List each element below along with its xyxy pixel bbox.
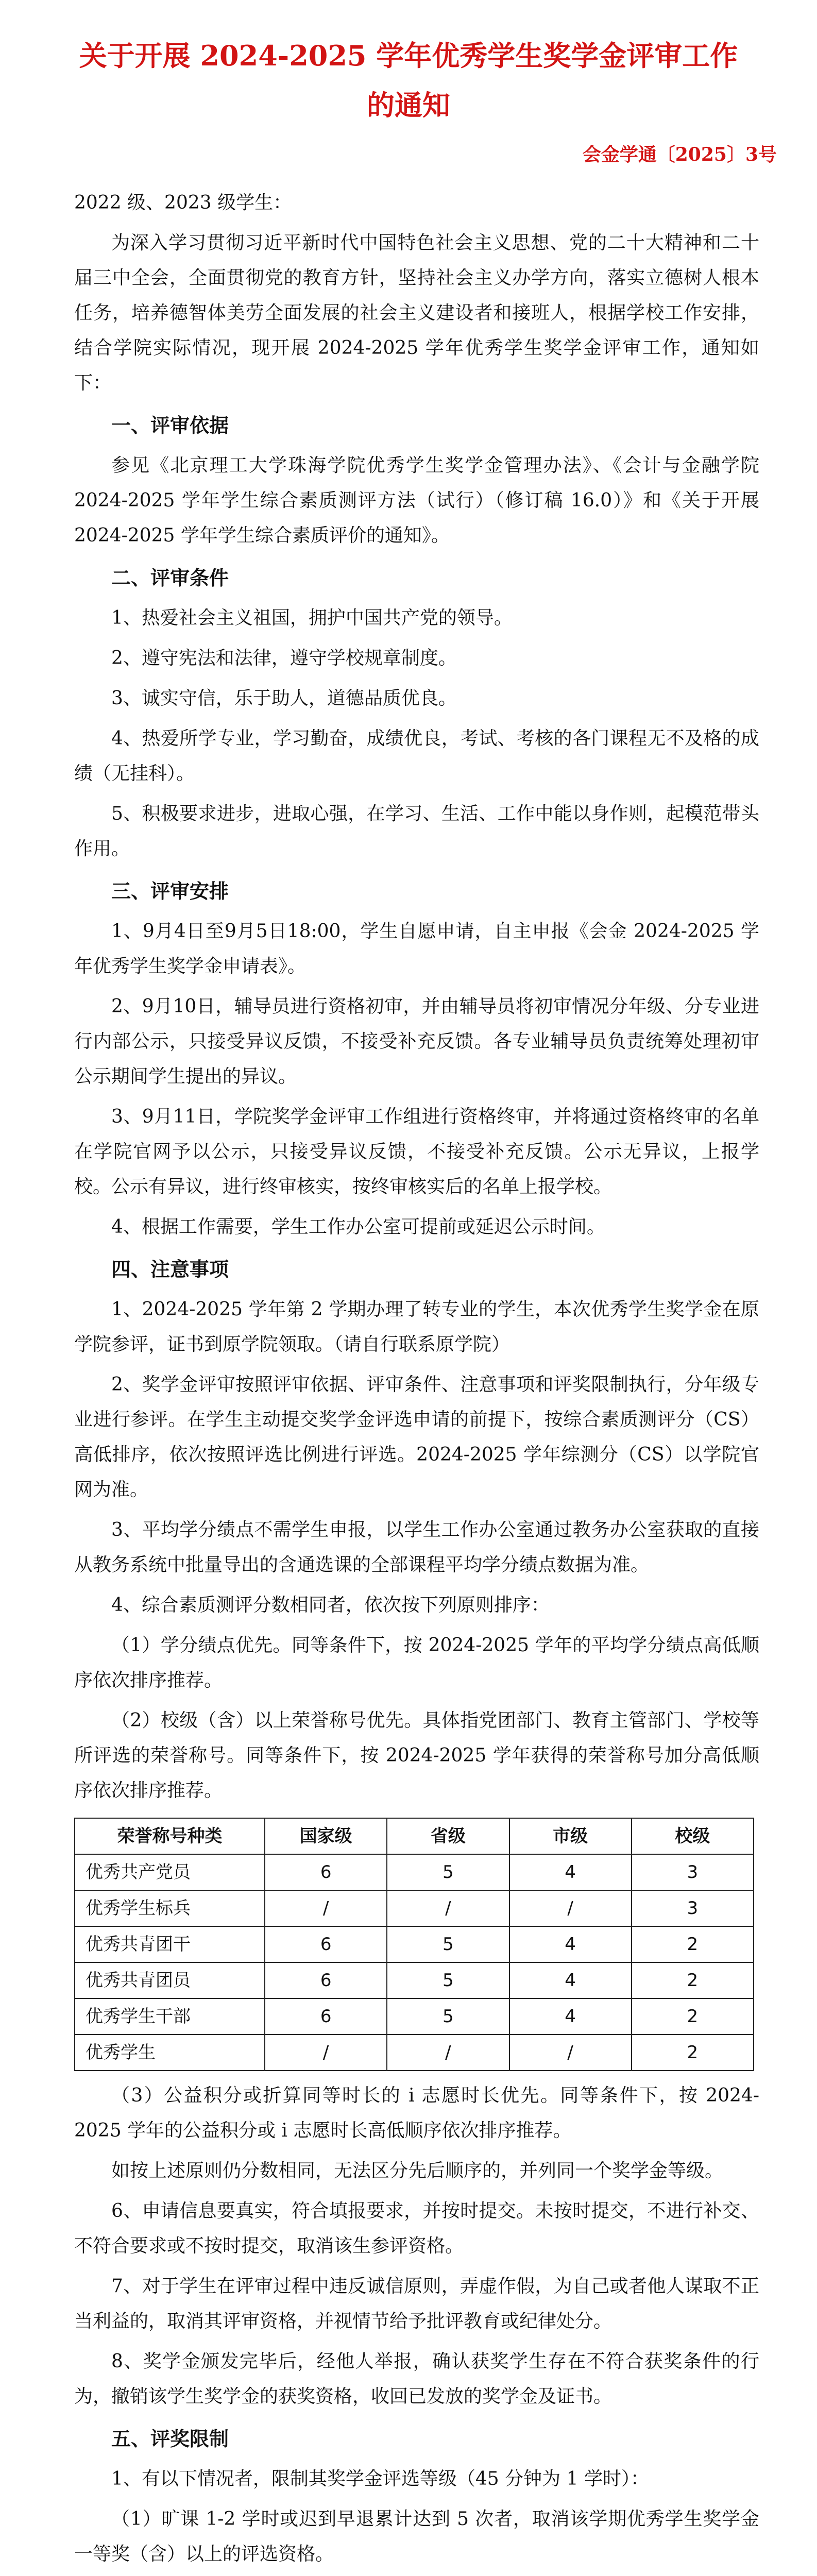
table-header-row	[75, 1818, 754, 1854]
table-cell: 优秀共青团员	[75, 1962, 265, 1998]
section-4-heading: 四、注意事项	[111, 1258, 229, 1281]
table-row	[75, 1962, 754, 1998]
note-sub-paragraph: （1）学分绩点优先。同等条件下，按 2024-2025 学年的平均学分绩点高低顺序依次排序推荐。	[74, 1635, 759, 1691]
table-cell: 6	[265, 1998, 387, 2035]
salutation: 2022 级、2023 级学生：	[74, 192, 292, 213]
table-header-cell: 国家级	[265, 1818, 387, 1854]
note-sub-paragraph: （2）校级（含）以上荣誉称号优先。具体指党团部门、教育主管部门、学校等所评选的荣誉称号。同等条件下，按 2024-2025 学年获得的荣誉称号加分高低顺序依次排序推荐。	[74, 1710, 759, 1801]
table-cell: 优秀共青团干	[75, 1926, 265, 1962]
note-paragraph: 1、2024-2025 学年第 2 学期办理了转专业的学生，本次优秀学生奖学金在原学院参评，证书到原学院领取。（请自行联系原学院）	[74, 1299, 759, 1355]
table-cell: 2	[632, 1962, 754, 1998]
table-cell: 4	[509, 1962, 632, 1998]
table-cell: /	[387, 1890, 509, 1926]
table-cell: 3	[632, 1890, 754, 1926]
honor-points-table	[74, 1818, 754, 2071]
table-cell: 2	[632, 1998, 754, 2035]
section-3-heading: 三、评审安排	[111, 880, 229, 903]
table-cell: /	[265, 1890, 387, 1926]
document-title	[31, 31, 786, 130]
table-cell: 4	[509, 1998, 632, 2035]
title-line-2: 的通知	[367, 89, 450, 122]
table-cell: 6	[265, 1962, 387, 1998]
section-2-heading: 二、评审条件	[111, 567, 229, 589]
table-cell: 5	[387, 1854, 509, 1890]
table-cell: 优秀学生干部	[75, 1998, 265, 2035]
table-cell: 4	[509, 1854, 632, 1890]
table-cell: 5	[387, 1962, 509, 1998]
title-line-1: 关于开展 2024-2025 学年优秀学生奖学金评审工作	[79, 39, 738, 72]
section-1-heading: 一、评审依据	[111, 414, 229, 437]
condition-item: 2、遵守宪法和法律，遵守学校规章制度。	[111, 648, 457, 669]
table-cell: 6	[265, 1926, 387, 1962]
condition-item: 3、诚实守信，乐于助人，道德品质优良。	[111, 688, 457, 709]
note-paragraph: 3、平均学分绩点不需学生申报，以学生工作办公室通过教务办公室获取的直接从教务系统中批量导出的含通选课的全部课程平均学分绩点数据为准。	[74, 1519, 759, 1575]
table-header-cell: 市级	[509, 1818, 632, 1854]
table-cell: /	[265, 2035, 387, 2071]
table-cell: 优秀学生	[75, 2035, 265, 2071]
table-cell: 4	[509, 1926, 632, 1962]
table-row	[75, 1854, 754, 1890]
table-cell: 5	[387, 1998, 509, 2035]
table-cell: 3	[632, 1854, 754, 1890]
table-cell: /	[509, 1890, 632, 1926]
table-cell: 2	[632, 2035, 754, 2071]
limit-paragraph: 1、有以下情况者，限制其奖学金评选等级（45 分钟为 1 学时）：	[111, 2468, 649, 2489]
schedule-item: 3、9月11日，学院奖学金评审工作组进行资格终审，并将通过资格终审的名单在学院官网予以公示，只接受异议反馈，不接受补充反馈。公示无异议，上报学校。公示有异议，进行终审核实，按终审核实后的名单上报学校。	[74, 1106, 759, 1197]
limit-sub-paragraph: （1）旷课 1-2 学时或迟到早退累计达到 5 次者，取消该学期优秀学生奖学金一等奖（含）以上的评选资格。	[74, 2509, 759, 2565]
document-number: 会金学通〔2025〕3号	[582, 144, 777, 165]
document-body	[74, 185, 759, 2576]
table-header-cell: 省级	[387, 1818, 509, 1854]
table-header-cell: 校级	[632, 1818, 754, 1854]
table-row	[75, 1890, 754, 1926]
schedule-item: 2、9月10日，辅导员进行资格初审，并由辅导员将初审情况分年级、分专业进行内部公示，只接受异议反馈，不接受补充反馈。各专业辅导员负责统筹处理初审公示期间学生提出的异议。	[74, 996, 759, 1087]
note-paragraph: 2、奖学金评审按照评审依据、评审条件、注意事项和评奖限制执行，分年级专业进行参评。在学生主动提交奖学金评选申请的前提下，按综合素质测评分（CS）高低排序，依次按照评选比例进行评选。2024-2025 学年综测分（CS）以学院官网为准。	[74, 1374, 759, 1500]
note-paragraph: 8、奖学金颁发完毕后，经他人举报，确认获奖学生存在不符合获奖条件的行为，撤销该学生奖学金的获奖资格，收回已发放的奖学金及证书。	[74, 2351, 759, 2407]
condition-item: 1、热爱社会主义祖国，拥护中国共产党的领导。	[111, 607, 513, 629]
condition-item: 5、积极要求进步，进取心强，在学习、生活、工作中能以身作则，起模范带头作用。	[74, 803, 759, 859]
table-header-cell: 荣誉称号种类	[75, 1818, 265, 1854]
note-sub-paragraph: （3）公益积分或折算同等时长的 i 志愿时长优先。同等条件下，按 2024-2025 学年的公益积分或 i 志愿时长高低顺序依次排序推荐。	[74, 2085, 759, 2141]
table-cell: 优秀共产党员	[75, 1854, 265, 1890]
schedule-item: 4、根据工作需要，学生工作办公室可提前或延迟公示时间。	[111, 1216, 605, 1238]
table-cell: 2	[632, 1926, 754, 1962]
table-row	[75, 1926, 754, 1962]
table-cell: 6	[265, 1854, 387, 1890]
section-1-text: 参见《北京理工大学珠海学院优秀学生奖学金管理办法》、《会计与金融学院 2024-2025 学年学生综合素质测评方法（试行）（修订稿 16.0）》和《关于开展 2024-2025 学年学生综合素质评价的通知》。	[74, 455, 759, 546]
note-paragraph: 6、申请信息要真实，符合填报要求，并按时提交。未按时提交，不进行补交、不符合要求或不按时提交，取消该生参评资格。	[74, 2200, 759, 2257]
condition-item: 4、热爱所学专业，学习勤奋，成绩优良，考试、考核的各门课程无不及格的成绩（无挂科）。	[74, 728, 759, 784]
schedule-item: 1、9月4日至9月5日18:00，学生自愿申请，自主申报《会金 2024-2025 学年优秀学生奖学金申请表》。	[74, 921, 759, 977]
table-row	[75, 1998, 754, 2035]
intro-paragraph: 为深入学习贯彻习近平新时代中国特色社会主义思想、党的二十大精神和二十届三中全会，全面贯彻党的教育方针，坚持社会主义办学方向，落实立德树人根本任务，培养德智体美劳全面发展的社会主义建设者和接班人，根据学校工作安排，结合学院实际情况，现开展 2024-2025 学年优秀学生奖学金评审工作，通知如下：	[74, 232, 759, 394]
note-paragraph: 7、对于学生在评审过程中违反诚信原则，弄虚作假，为自己或者他人谋取不正当利益的，取消其评审资格，并视情节给予批评教育或纪律处分。	[74, 2276, 759, 2332]
section-5-heading: 五、评奖限制	[111, 2428, 229, 2450]
table-cell: /	[387, 2035, 509, 2071]
table-cell: 优秀学生标兵	[75, 1890, 265, 1926]
note-paragraph: 4、综合素质测评分数相同者，依次按下列原则排序：	[111, 1595, 550, 1616]
table-cell: 5	[387, 1926, 509, 1962]
note-paragraph: 如按上述原则仍分数相同，无法区分先后顺序的，并列同一个奖学金等级。	[111, 2160, 724, 2181]
table-row	[75, 2035, 754, 2071]
table-cell: /	[509, 2035, 632, 2071]
